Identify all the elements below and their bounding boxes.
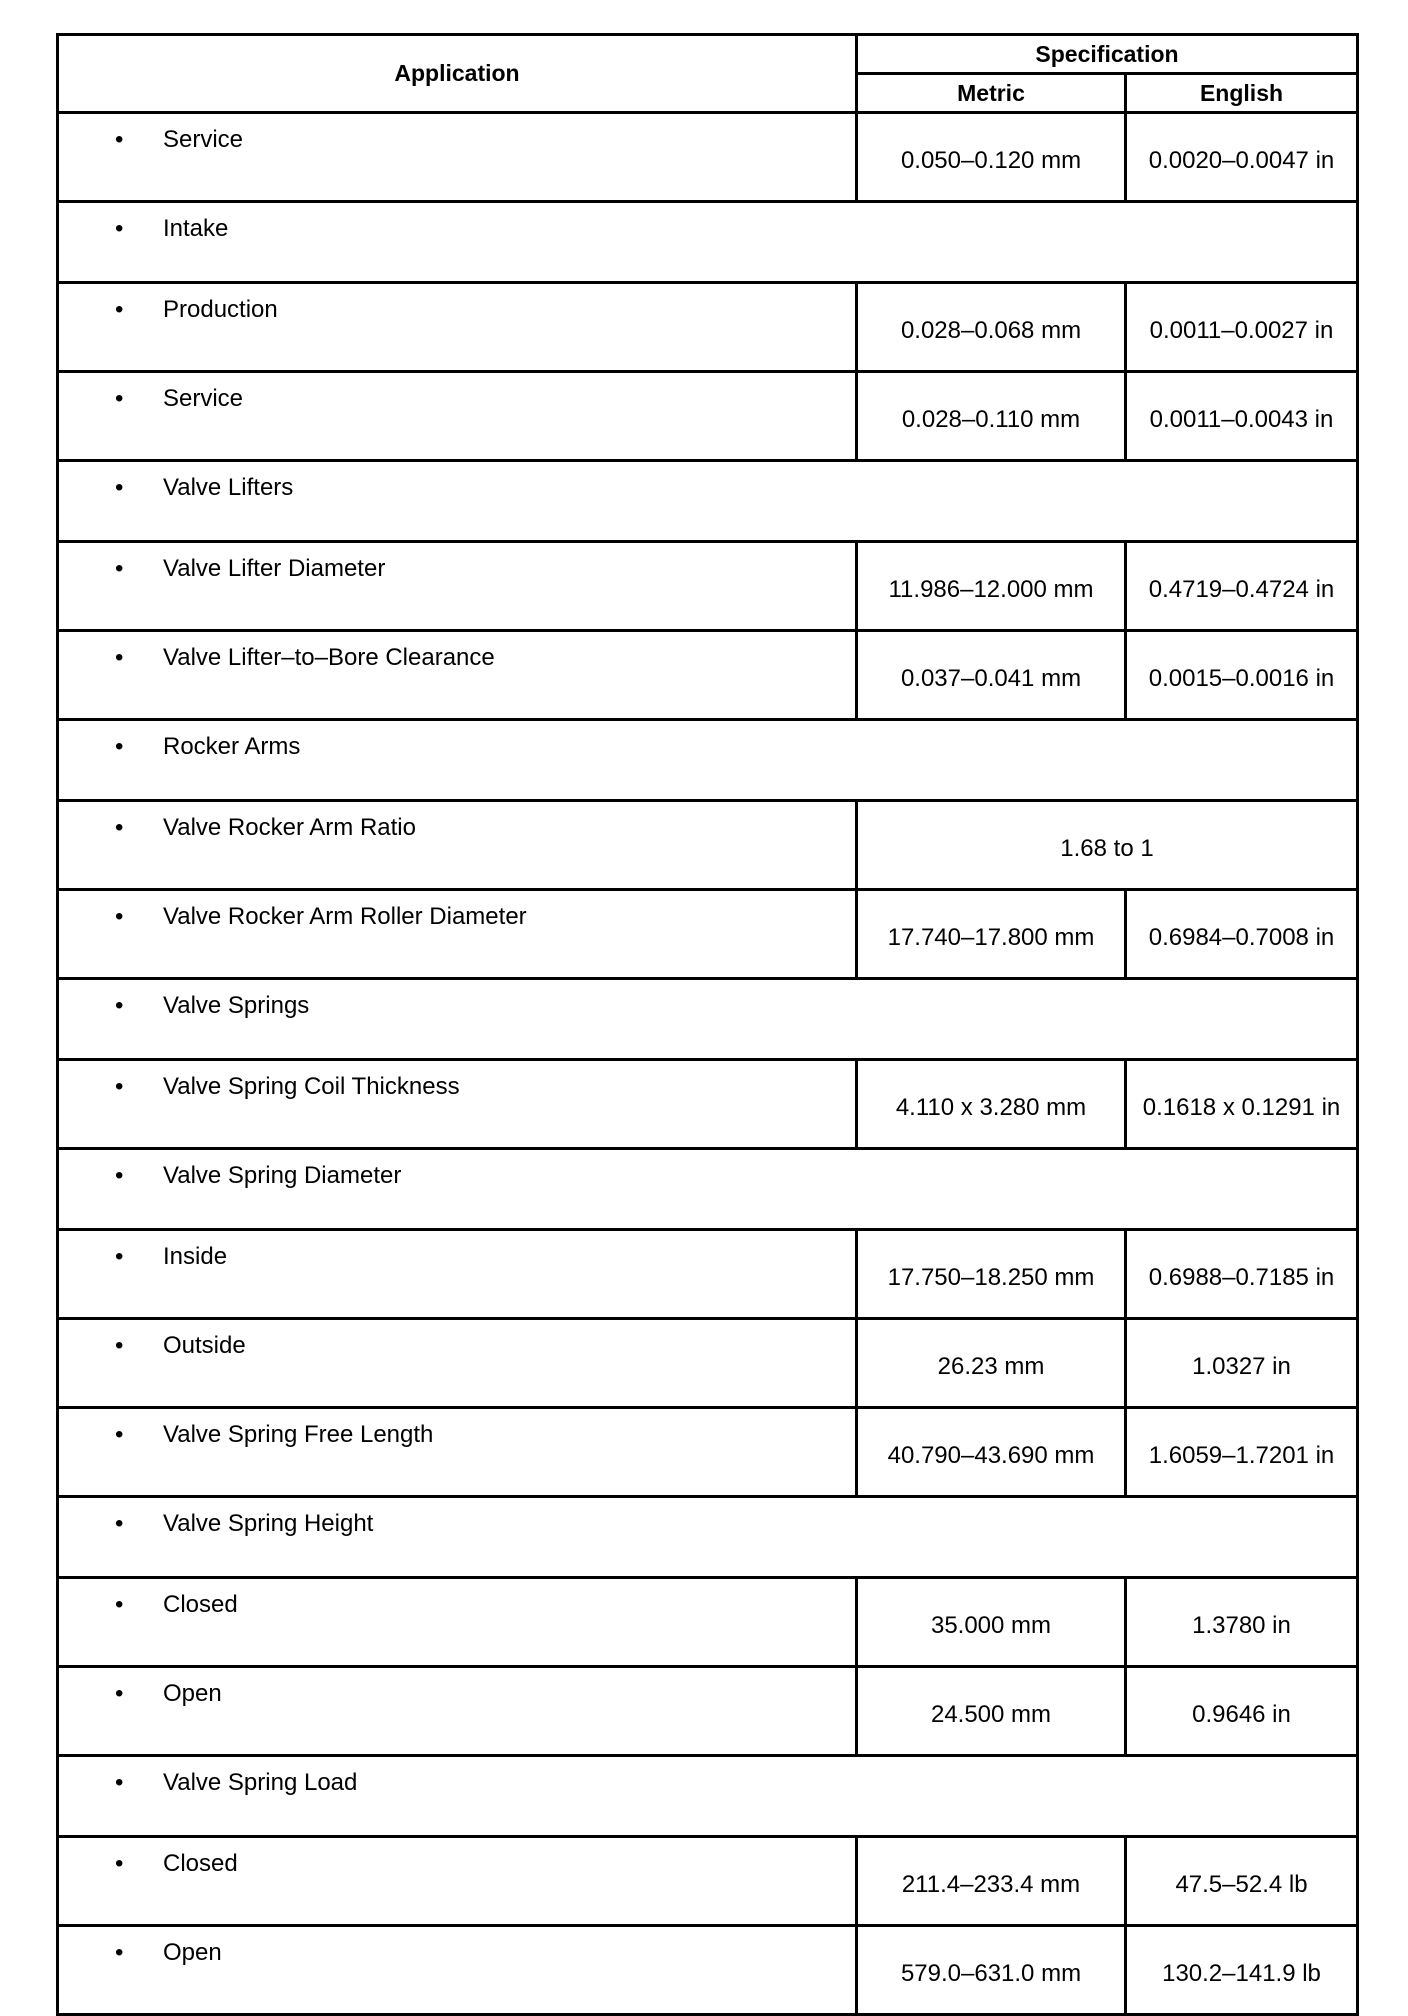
application-cell [58, 890, 857, 979]
english-value-cell: 0.6984–0.7008 in [1126, 890, 1358, 979]
english-value-cell: 0.0011–0.0027 in [1126, 283, 1358, 372]
application-cell [58, 1319, 857, 1408]
table-row [58, 1230, 1358, 1319]
application-label: Open [163, 1939, 222, 1966]
bullet-icon: • [115, 733, 124, 760]
application-cell [58, 202, 1358, 283]
metric-value-cell: 4.110 x 3.280 mm [857, 1060, 1126, 1149]
metric-value-cell: 0.028–0.068 mm [857, 283, 1126, 372]
table-row [58, 1060, 1358, 1149]
application-label: Valve Lifters [163, 474, 294, 501]
english-value-cell: 0.0020–0.0047 in [1126, 113, 1358, 202]
table-row [58, 1667, 1358, 1756]
application-cell [58, 1667, 857, 1756]
application-label: Closed [163, 1591, 238, 1618]
application-label: Valve Spring Height [163, 1510, 374, 1537]
bullet-icon: • [115, 474, 124, 501]
application-label: Intake [163, 215, 229, 242]
application-label: Valve Springs [163, 992, 310, 1019]
bullet-icon: • [115, 644, 124, 671]
english-value-cell: 1.3780 in [1126, 1578, 1358, 1667]
bullet-icon: • [115, 555, 124, 582]
bullet-icon: • [115, 126, 124, 153]
table-body [58, 113, 1358, 2015]
application-cell [58, 979, 1358, 1060]
english-value-cell: 47.5–52.4 lb [1126, 1837, 1358, 1926]
english-value-cell: 0.1618 x 0.1291 in [1126, 1060, 1358, 1149]
application-label: Valve Spring Coil Thickness [163, 1073, 460, 1100]
application-label: Valve Lifter Diameter [163, 555, 386, 582]
english-value-cell: 0.0015–0.0016 in [1126, 631, 1358, 720]
bullet-icon: • [115, 1769, 124, 1796]
application-label: Service [163, 126, 244, 153]
application-cell [58, 1578, 857, 1667]
application-label: Valve Lifter–to–Bore Clearance [163, 644, 495, 671]
application-cell [58, 1756, 1358, 1837]
table-row [58, 283, 1358, 372]
specification-header: Specification [857, 35, 1358, 74]
application-label: Service [163, 385, 244, 412]
application-label: Open [163, 1680, 222, 1707]
table-row [58, 890, 1358, 979]
bullet-icon: • [115, 1591, 124, 1618]
application-header: Application [58, 35, 857, 113]
bullet-icon: • [115, 1939, 124, 1966]
metric-value-cell: 579.0–631.0 mm [857, 1926, 1126, 2015]
table-row [58, 1408, 1358, 1497]
application-label: Valve Spring Free Length [163, 1421, 434, 1448]
combined-value-cell: 1.68 to 1 [857, 801, 1358, 890]
application-label: Closed [163, 1850, 238, 1877]
english-value-cell: 1.6059–1.7201 in [1126, 1408, 1358, 1497]
bullet-icon: • [115, 1332, 124, 1359]
metric-value-cell: 17.750–18.250 mm [857, 1230, 1126, 1319]
bullet-icon: • [115, 296, 124, 323]
english-value-cell: 0.9646 in [1126, 1667, 1358, 1756]
metric-value-cell: 24.500 mm [857, 1667, 1126, 1756]
table-row [58, 542, 1358, 631]
metric-value-cell: 0.037–0.041 mm [857, 631, 1126, 720]
bullet-icon: • [115, 992, 124, 1019]
application-label: Outside [163, 1332, 246, 1359]
application-cell [58, 1926, 857, 2015]
metric-header: Metric [857, 74, 1126, 113]
table-row [58, 113, 1358, 202]
application-cell [58, 801, 857, 890]
bullet-icon: • [115, 1162, 124, 1189]
english-value-cell: 130.2–141.9 lb [1126, 1926, 1358, 2015]
application-cell [58, 1149, 1358, 1230]
english-value-cell: 0.0011–0.0043 in [1126, 372, 1358, 461]
metric-value-cell: 35.000 mm [857, 1578, 1126, 1667]
bullet-icon: • [115, 215, 124, 242]
bullet-icon: • [115, 1421, 124, 1448]
application-cell [58, 631, 857, 720]
bullet-icon: • [115, 903, 124, 930]
application-label: Rocker Arms [163, 733, 301, 760]
application-cell [58, 1230, 857, 1319]
metric-value-cell: 17.740–17.800 mm [857, 890, 1126, 979]
english-value-cell: 0.4719–0.4724 in [1126, 542, 1358, 631]
application-cell [58, 283, 857, 372]
english-value-cell: 0.6988–0.7185 in [1126, 1230, 1358, 1319]
application-cell [58, 1497, 1358, 1578]
table-row [58, 1926, 1358, 2015]
application-cell [58, 1837, 857, 1926]
english-header: English [1126, 74, 1358, 113]
table-row [58, 1756, 1358, 1837]
bullet-icon: • [115, 1510, 124, 1537]
metric-value-cell: 11.986–12.000 mm [857, 542, 1126, 631]
bullet-icon: • [115, 1243, 124, 1270]
application-label: Inside [163, 1243, 228, 1270]
metric-value-cell: 0.028–0.110 mm [857, 372, 1126, 461]
metric-value-cell: 0.050–0.120 mm [857, 113, 1126, 202]
table-row [58, 1149, 1358, 1230]
table-row [58, 1319, 1358, 1408]
table-row [58, 1837, 1358, 1926]
metric-value-cell: 211.4–233.4 mm [857, 1837, 1126, 1926]
table-row [58, 202, 1358, 283]
application-label: Valve Spring Diameter [163, 1162, 402, 1189]
application-label: Valve Rocker Arm Roller Diameter [163, 903, 527, 930]
bullet-icon: • [115, 1073, 124, 1100]
application-cell [58, 1060, 857, 1149]
metric-value-cell: 26.23 mm [857, 1319, 1126, 1408]
english-value-cell: 1.0327 in [1126, 1319, 1358, 1408]
application-cell [58, 372, 857, 461]
table-row [58, 631, 1358, 720]
table-row [58, 801, 1358, 890]
bullet-icon: • [115, 1680, 124, 1707]
application-cell [58, 542, 857, 631]
application-label: Valve Spring Load [163, 1769, 358, 1796]
application-cell [58, 720, 1358, 801]
table-row [58, 979, 1358, 1060]
table-row [58, 461, 1358, 542]
application-cell [58, 461, 1358, 542]
metric-value-cell: 40.790–43.690 mm [857, 1408, 1126, 1497]
application-cell [58, 113, 857, 202]
table-row [58, 1497, 1358, 1578]
table-row [58, 1578, 1358, 1667]
table-row [58, 720, 1358, 801]
application-label: Production [163, 296, 278, 323]
table-row [58, 372, 1358, 461]
application-label: Valve Rocker Arm Ratio [163, 814, 416, 841]
application-cell [58, 1408, 857, 1497]
specification-table [56, 33, 1359, 2016]
bullet-icon: • [115, 814, 124, 841]
bullet-icon: • [115, 1850, 124, 1877]
bullet-icon: • [115, 385, 124, 412]
